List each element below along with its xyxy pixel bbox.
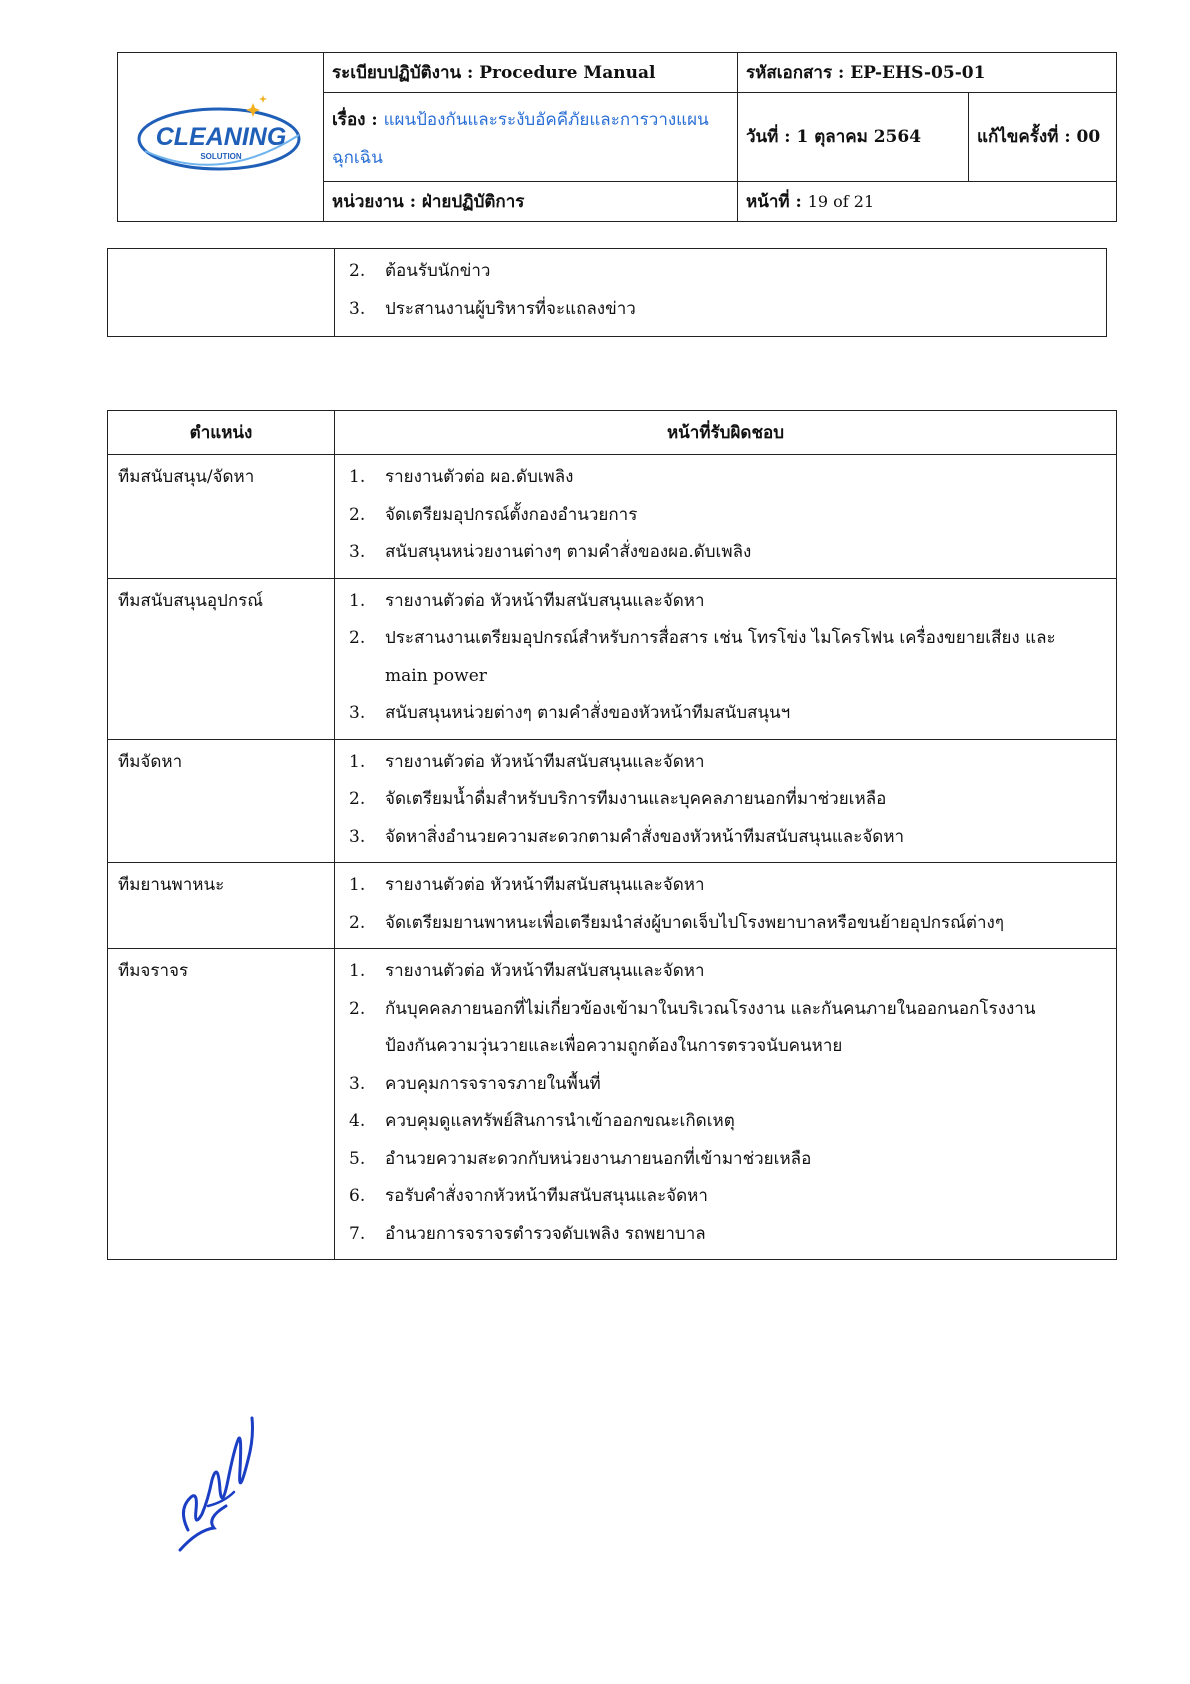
handwritten-signature — [168, 1410, 268, 1560]
list-item: 2. จัดเตรียมอุปกรณ์ตั้งกองอำนวยการ — [349, 504, 638, 525]
list-item: 2. ต้อนรับนักข่าว — [349, 261, 491, 281]
position-cell: ทีมสนับสนุนอุปกรณ์ — [108, 578, 335, 739]
position-cell: ทีมจราจร — [108, 949, 335, 1260]
date-cell: วันที่ : 1 ตุลาคม 2564 — [738, 92, 969, 181]
list-item: 5. อำนวยความสะดวกกับหน่วยงานภายนอกที่เข้ามาช่วยเหลือ — [349, 1148, 812, 1169]
manual-label: ระเบียบปฏิบัติงาน : Procedure Manual — [324, 53, 738, 93]
position-cell: ทีมสนับสนุน/จัดหา — [108, 455, 335, 579]
list-item: 3. ประสานงานผู้บริหารที่จะแถลงข่าว — [349, 298, 636, 319]
list-item: 1. รายงานตัวต่อ ผอ.ดับเพลิง — [349, 467, 574, 487]
list-item: 2. ประสานงานเตรียมอุปกรณ์สำหรับการสื่อสาร เช่น โทรโข่ง ไมโครโฟน เครื่องขยายเสียง และ — [349, 628, 1056, 648]
page-value: 19 of 21 — [807, 192, 875, 212]
svg-text:SOLUTION: SOLUTION — [199, 151, 242, 161]
list-item: 3. ควบคุมการจราจรภายในพื้นที่ — [349, 1073, 601, 1094]
position-cell: ทีมยานพาหนะ — [108, 863, 335, 949]
table-row — [108, 578, 1117, 739]
position-cell: ทีมจัดหา — [108, 739, 335, 863]
list-item: 1. รายงานตัวต่อ หัวหน้าทีมสนับสนุนและจัดหา — [349, 961, 705, 981]
list-item: 6. รอรับคำสั่งจากหัวหน้าทีมสนับสนุนและจัดหา — [349, 1186, 708, 1206]
responsibility-table — [107, 410, 1117, 1260]
subject-cell — [324, 92, 738, 181]
list-item: 2. กันบุคคลภายนอกที่ไม่เกี่ยวข้องเข้ามาในบริเวณโรงงาน และกันคนภายในออกนอกโรงงาน — [349, 998, 1036, 1019]
revision-cell: แก้ไขครั้งที่ : 00 — [969, 92, 1117, 181]
column-header-responsibility: หน้าที่รับผิดชอบ — [335, 411, 1117, 455]
list-item: 3. สนับสนุนหน่วยงานต่างๆ ตามคำสั่งของผอ.ดับเพลิง — [349, 542, 752, 562]
page-cell — [738, 182, 1117, 222]
list-item: 1. รายงานตัวต่อ หัวหน้าทีมสนับสนุนและจัดหา — [349, 875, 705, 895]
document-header — [117, 52, 1117, 222]
cleaning-solution-logo — [131, 85, 311, 185]
list-item-continuation: ป้องกันความวุ่นวายและเพื่อความถูกต้องในการตรวจนับคนหาย — [385, 1036, 843, 1056]
table-row — [108, 863, 1117, 949]
continuation-table — [107, 248, 1107, 337]
empty-position-cell — [108, 249, 335, 337]
subject-line2: ฉุกเฉิน — [332, 147, 383, 168]
subject-line1: แผนป้องกันและระงับอัคคีภัยและการวางแผน — [383, 109, 709, 130]
list-item: 2. จัดเตรียมน้ำดื่มสำหรับบริการทีมงานและบุคคลภายนอกที่มาช่วยเหลือ — [349, 789, 887, 809]
list-item: 3. จัดหาสิ่งอำนวยความสะดวกตามคำสั่งของหัวหน้าทีมสนับสนุนและจัดหา — [349, 826, 905, 847]
logo-cell — [118, 53, 324, 222]
table-row — [108, 949, 1117, 1260]
list-item: 7. อำนวยการจราจรตำรวจดับเพลิง รถพยาบาล — [349, 1223, 706, 1244]
table-row — [108, 739, 1117, 863]
unit-cell: หน่วยงาน : ฝ่ายปฏิบัติการ — [324, 182, 738, 222]
list-item: 2. จัดเตรียมยานพาหนะเพื่อเตรียมนำส่งผู้บาดเจ็บไปโรงพยาบาลหรือขนย้ายอุปกรณ์ต่างๆ — [349, 912, 1004, 933]
list-item: 4. ควบคุมดูแลทรัพย์สินการนำเข้าออกขณะเกิดเหตุ — [349, 1111, 735, 1131]
subject-label: เรื่อง : — [332, 109, 378, 130]
svg-text:CLEANING: CLEANING — [155, 122, 286, 151]
list-item: 1. รายงานตัวต่อ หัวหน้าทีมสนับสนุนและจัดหา — [349, 590, 705, 611]
list-item-continuation: main power — [385, 665, 487, 686]
column-header-position: ตำแหน่ง — [108, 411, 335, 455]
page-label: หน้าที่ : — [746, 192, 802, 213]
table-row — [108, 455, 1117, 579]
continuation-items — [335, 249, 1107, 337]
list-item: 1. รายงานตัวต่อ หัวหน้าทีมสนับสนุนและจัดหา — [349, 751, 705, 772]
list-item: 3. สนับสนุนหน่วยต่างๆ ตามคำสั่งของหัวหน้าทีมสนับสนุนฯ — [349, 703, 791, 723]
doc-code: รหัสเอกสาร : EP-EHS-05-01 — [738, 53, 1117, 93]
